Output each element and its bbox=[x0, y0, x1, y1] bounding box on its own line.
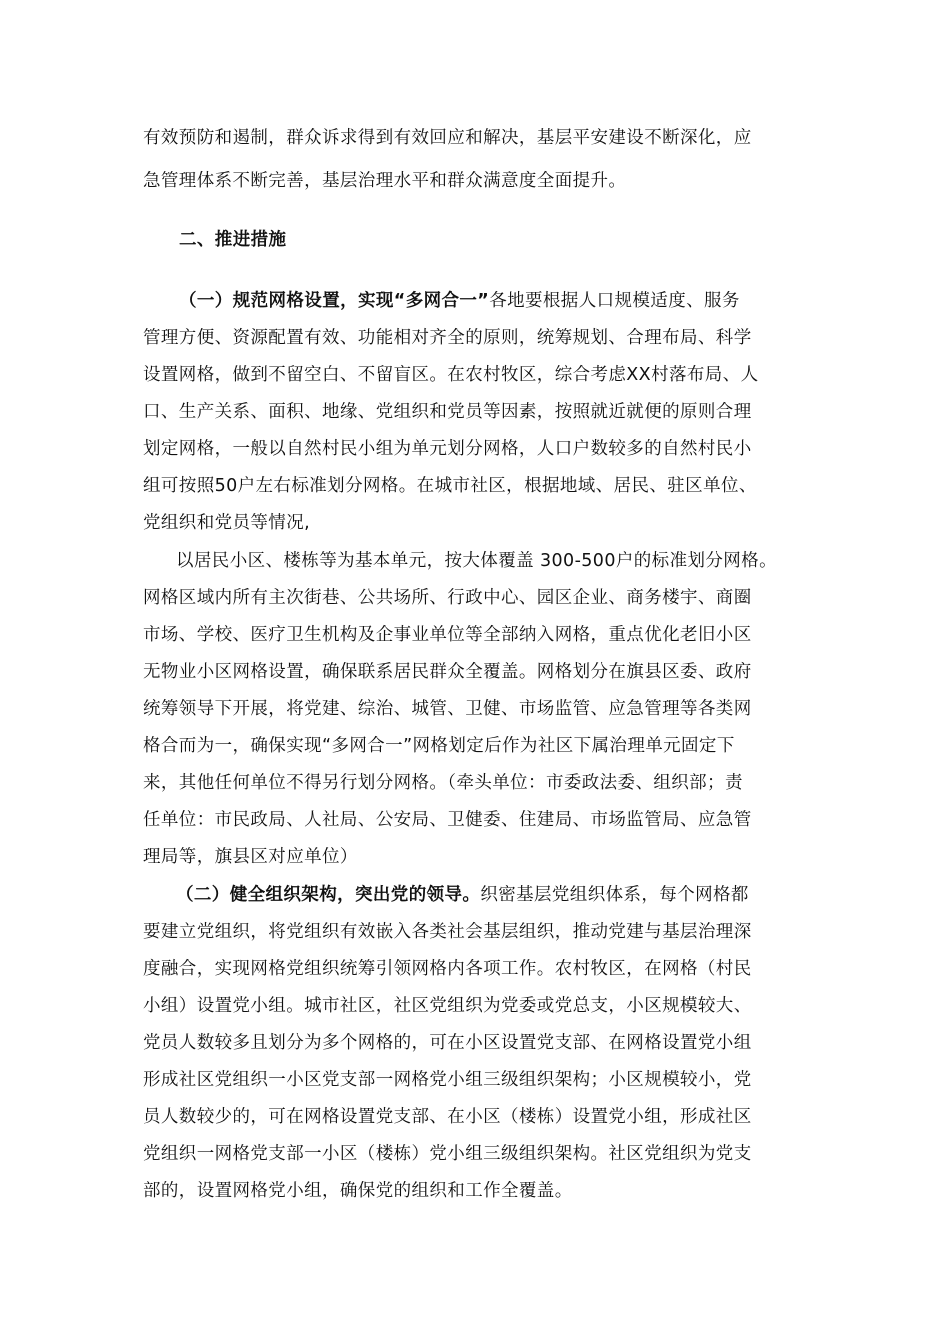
section-heading: 二、推进措施 bbox=[179, 230, 287, 250]
subsection-heading: （一）规范网格设置，实现“多网合一” bbox=[179, 291, 490, 311]
body-text-line: 党组织和党员等情况, bbox=[143, 513, 311, 533]
body-text-line: 划定网格，一般以自然村民小组为单元划分网格，人口户数较多的自然村民小 bbox=[143, 439, 752, 459]
body-text-line: 口、生产关系、面积、地缘、党组织和党员等因素，按照就近就便的原则合理 bbox=[143, 402, 752, 422]
body-text-line: 急管理体系不断完善，基层治理水平和群众满意度全面提升。 bbox=[143, 171, 627, 191]
body-text-line: 来，其他任何单位不得另行划分网格。（牵头单位：市委政法委、组织部；责 bbox=[143, 773, 743, 793]
body-text-line: 网格区域内所有主次街巷、公共场所、行政中心、园区企业、商务楼宇、商圈 bbox=[143, 588, 752, 608]
body-text-line: 要建立党组织，将党组织有效嵌入各类社会基层组织，推动党建与基层治理深 bbox=[143, 922, 752, 942]
paragraph-first-line bbox=[179, 290, 740, 312]
subsection-heading: （二）健全组织架构，突出党的领导。 bbox=[176, 885, 481, 905]
body-text-line: 统筹领导下开展，将党建、综治、城管、卫健、市场监管、应急管理等各类网 bbox=[143, 699, 752, 719]
body-text-line: 党组织一网格党支部一小区（楼栋）党小组三级组织架构。社区党组织为党支 bbox=[143, 1144, 752, 1164]
body-text: 各地要根据人口规模适度、服务 bbox=[489, 291, 740, 311]
body-text-line: 形成社区党组织一小区党支部一网格党小组三级组织架构；小区规模较小，党 bbox=[143, 1070, 752, 1090]
body-text-line: 组可按照50户左右标准划分网格。在城市社区，根据地域、居民、驻区单位、 bbox=[143, 476, 757, 496]
body-text-line: 有效预防和遏制，群众诉求得到有效回应和解决，基层平安建设不断深化，应 bbox=[143, 128, 752, 148]
body-text-line: 市场、学校、医疗卫生机构及企事业单位等全部纳入网格，重点优化老旧小区 bbox=[143, 625, 752, 645]
body-text-line: 部的，设置网格党小组，确保党的组织和工作全覆盖。 bbox=[143, 1181, 573, 1201]
paragraph-first-line bbox=[176, 884, 749, 906]
body-text-line: 管理方便、资源配置有效、功能相对齐全的原则，统筹规划、合理布局、科学 bbox=[143, 328, 752, 348]
body-text-line: 理局等，旗县区对应单位） bbox=[143, 847, 358, 867]
body-text-line: 任单位：市民政局、人社局、公安局、卫健委、住建局、市场监管局、应急管 bbox=[143, 810, 752, 830]
body-text: 织密基层党组织体系，每个网格都 bbox=[480, 885, 749, 905]
body-text-line: 员人数较少的，可在网格设置党支部、在小区（楼栋）设置党小组，形成社区 bbox=[143, 1107, 752, 1127]
body-text-line: 党员人数较多且划分为多个网格的，可在小区设置党支部、在网格设置党小组 bbox=[143, 1033, 752, 1053]
body-text-line: 设置网格，做到不留空白、不留盲区。在农村牧区，综合考虑XX村落布局、人 bbox=[143, 365, 759, 385]
body-text-line: 格合而为一，确保实现“多网合一”网格划定后作为社区下属治理单元固定下 bbox=[143, 736, 735, 756]
body-text-line: 以居民小区、楼栋等为基本单元，按大体覆盖 300-500户的标准划分网格。 bbox=[176, 551, 777, 571]
body-text-line: 小组）设置党小组。城市社区，社区党组织为党委或党总支，小区规模较大、 bbox=[143, 996, 752, 1016]
body-text-line: 无物业小区网格设置，确保联系居民群众全覆盖。网格划分在旗县区委、政府 bbox=[143, 662, 752, 682]
body-text-line: 度融合，实现网格党组织统筹引领网格内各项工作。农村牧区，在网格（村民 bbox=[143, 959, 752, 979]
